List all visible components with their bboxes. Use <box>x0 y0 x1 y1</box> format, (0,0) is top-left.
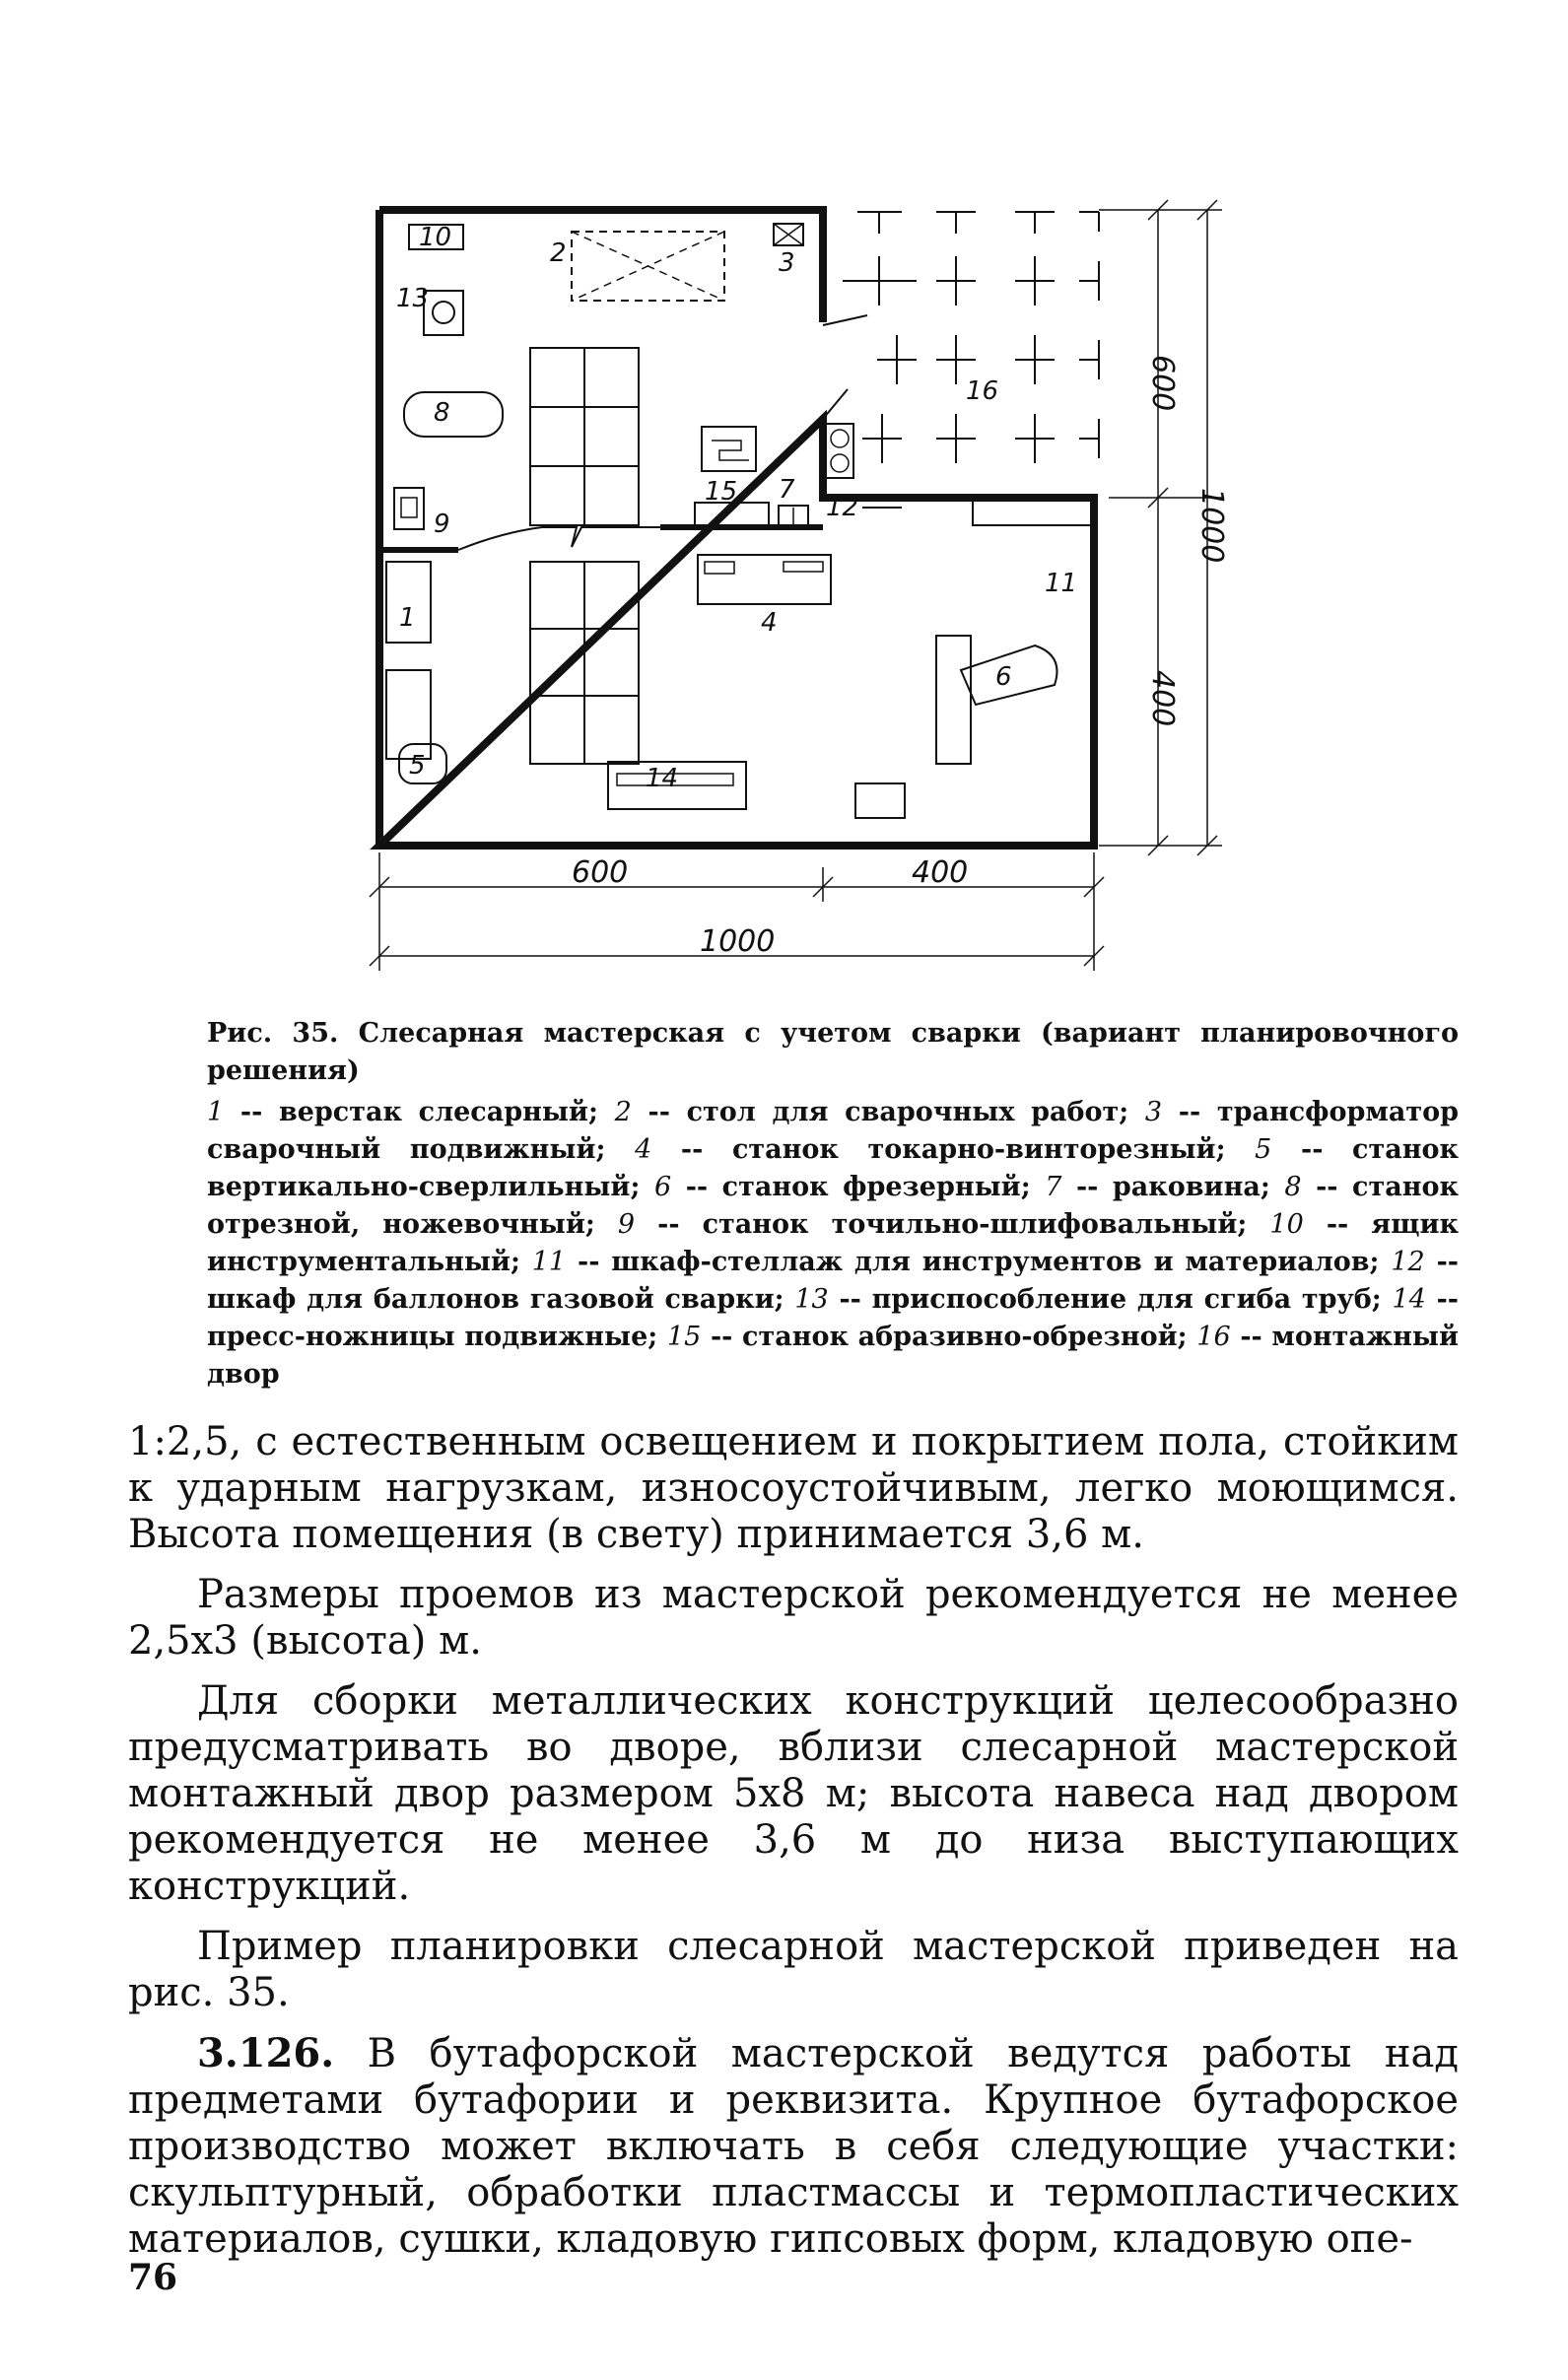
legend-text: -- стол для сварочных работ; <box>631 1097 1145 1127</box>
label-14: 14 <box>646 764 679 793</box>
legend-number: 3 <box>1144 1097 1163 1127</box>
legend-text: -- ящик инструментальный; <box>207 1209 1459 1277</box>
legend-text: -- станок фрезерный; <box>671 1172 1046 1202</box>
dim-1000-vertical: 1000 <box>1194 488 1229 564</box>
paragraph-4: Пример планировки слесарной мастерской приведен на рис. 35. <box>128 1924 1459 2015</box>
label-3: 3 <box>779 248 795 278</box>
legend-number: 14 <box>1392 1284 1426 1315</box>
label-16: 16 <box>966 376 999 406</box>
legend-number: 12 <box>1391 1247 1425 1277</box>
legend-text: -- станок абразивно-обрезной; <box>701 1322 1197 1352</box>
figure-caption-title: Рис. 35. Слесарная мастерская с учетом сварки (вариант планировочного решения) <box>207 1018 1459 1086</box>
dim-400-horizontal: 400 <box>912 855 969 890</box>
paragraph-1: 1:2,5, с естественным освещением и покрытием пола, стойким к ударным нагрузкам, износоустойчивым, легко моющимся. Высота помещения (в свету) принимается 3,6 м. <box>128 1419 1459 1557</box>
label-12: 12 <box>826 493 859 522</box>
label-9: 9 <box>434 510 450 539</box>
dim-600-vertical: 600 <box>1145 355 1180 412</box>
paragraph-2: Размеры проемов из мастерской рекомендуется не менее 2,5х3 (высота) м. <box>128 1572 1459 1664</box>
legend-number: 16 <box>1196 1322 1231 1352</box>
paragraph-5-text: В бутафорской мастерской ведутся работы над предметами бутафории и реквизита. Крупное бутафорское производство может включать в себя следующие участки: скульптурный, обработки пластмассы и термопластических материалов, сушки, кладовую гипсовых форм, кладовую опе- <box>128 2031 1459 2262</box>
label-7: 7 <box>779 475 795 505</box>
label-8: 8 <box>434 398 450 428</box>
legend-text: -- станок точильно-шлифовальный; <box>635 1209 1270 1240</box>
legend-number: 4 <box>635 1134 652 1165</box>
label-11: 11 <box>1045 569 1078 598</box>
legend-text: -- шкаф для баллонов газовой сварки; <box>207 1247 1459 1315</box>
legend-number: 11 <box>531 1247 567 1277</box>
body-text <box>128 1419 1459 2277</box>
legend-number: 2 <box>614 1097 632 1127</box>
legend-text: -- станок вертикально-сверлильный; <box>207 1134 1459 1202</box>
legend-number: 7 <box>1045 1172 1062 1202</box>
legend-text: -- станок токарно-винторезный; <box>651 1134 1256 1165</box>
page-number: 76 <box>128 2257 178 2298</box>
legend-number: 6 <box>653 1172 672 1202</box>
section-number: 3.126. <box>197 2030 335 2076</box>
floor-plan-figure <box>365 192 1232 981</box>
label-5: 5 <box>409 751 426 781</box>
legend-number: 13 <box>794 1284 829 1315</box>
label-4: 4 <box>761 608 778 638</box>
paragraph-3: Для сборки металлических конструкций целесообразно предусматривать во дворе, вблизи слесарной мастерской монтажный двор размером 5х8 м; высота навеса над двором рекомендуется не менее 3,6 м до низа выступающих конструкций. <box>128 1678 1459 1909</box>
label-6: 6 <box>995 662 1012 692</box>
legend-text: -- приспособление для сгиба труб; <box>828 1284 1393 1315</box>
legend-number: 1 <box>207 1097 225 1127</box>
legend-number: 15 <box>666 1322 702 1352</box>
figure-legend <box>207 1094 1459 1394</box>
legend-text: -- трансформатор сварочный подвижный; <box>207 1097 1459 1165</box>
label-10: 10 <box>419 223 452 252</box>
label-13: 13 <box>396 284 430 313</box>
legend-text: -- раковина; <box>1061 1172 1285 1202</box>
dim-400-vertical: 400 <box>1145 670 1180 727</box>
legend-text: -- верстак слесарный; <box>224 1097 615 1127</box>
label-1: 1 <box>399 603 416 633</box>
legend-number: 10 <box>1269 1209 1304 1240</box>
paragraph-5 <box>128 2030 1459 2263</box>
legend-text: -- пресс-ножницы подвижные; <box>207 1284 1460 1352</box>
label-2: 2 <box>550 238 567 268</box>
legend-text: -- шкаф-стеллаж для инструментов и материалов; <box>566 1247 1392 1277</box>
legend-number: 5 <box>1255 1134 1272 1165</box>
legend-number: 9 <box>617 1209 636 1240</box>
dim-1000-horizontal: 1000 <box>700 924 776 959</box>
dim-600-horizontal: 600 <box>572 855 629 890</box>
label-15: 15 <box>705 477 738 507</box>
legend-text: -- станок отрезной, ножевочный; <box>207 1172 1459 1240</box>
legend-number: 8 <box>1284 1172 1302 1202</box>
legend-text: -- монтажный двор <box>207 1322 1460 1390</box>
